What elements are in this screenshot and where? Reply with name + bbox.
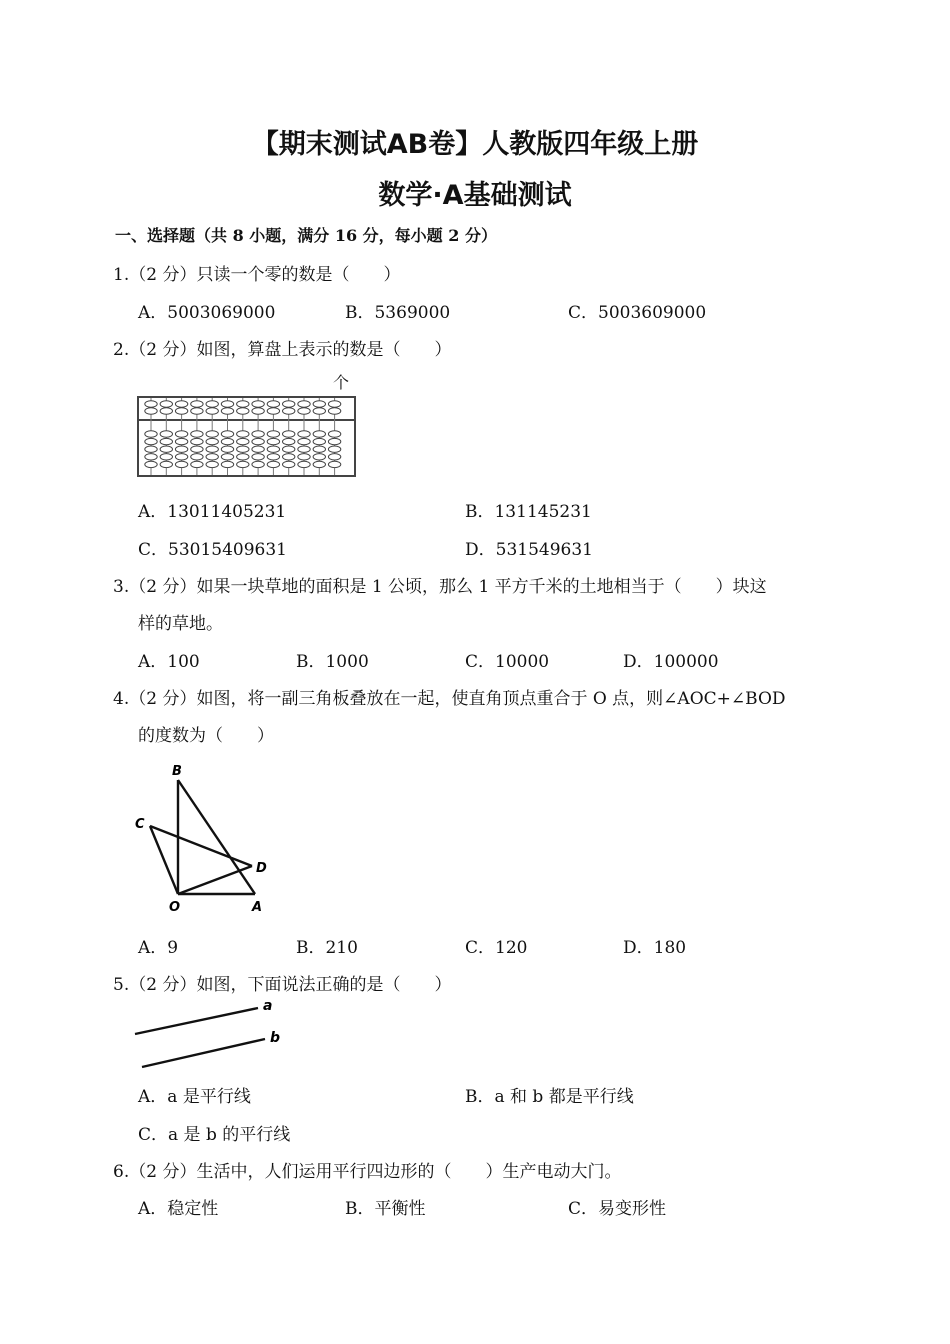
abacus-bead <box>267 438 279 444</box>
q3-option-b[interactable]: B．1000 <box>296 652 369 672</box>
question-5: 5.（2 分）如图，下面说法正确的是（ ） <box>113 975 452 995</box>
abacus-bead <box>175 408 187 414</box>
page-title: 【期末测试AB卷】人教版四年级上册 <box>251 129 699 160</box>
q5-option-a[interactable]: A．a 是平行线 <box>138 1087 251 1107</box>
q3-option-c[interactable]: C．10000 <box>465 652 550 672</box>
section-header: 一、选择题（共 8 小题，满分 16 分，每小题 2 分） <box>115 226 497 245</box>
abacus-ones-label: 个 <box>333 373 350 392</box>
abacus-bead <box>283 408 295 414</box>
abacus-bead <box>298 401 310 407</box>
abacus-bead <box>328 461 340 467</box>
q2-option-a[interactable]: A．13011405231 <box>138 502 287 522</box>
abacus-bead <box>145 431 157 437</box>
abacus-bead <box>283 454 295 460</box>
abacus-bead <box>221 461 233 467</box>
q4-option-b[interactable]: B．210 <box>296 938 358 958</box>
q1-option-b[interactable]: B．5369000 <box>345 303 451 323</box>
abacus-bead <box>160 446 172 452</box>
abacus-bead <box>206 401 218 407</box>
abacus-bead <box>328 401 340 407</box>
label-d: D <box>256 861 267 876</box>
abacus-bead <box>252 446 264 452</box>
abacus-bead <box>221 431 233 437</box>
abacus-bead <box>283 431 295 437</box>
abacus-bead <box>175 401 187 407</box>
q1-option-a[interactable]: A．5003069000 <box>138 303 276 323</box>
abacus-bead <box>237 454 249 460</box>
question-6: 6.（2 分）生活中，人们运用平行四边形的（ ）生产电动大门。 <box>113 1162 622 1182</box>
q5-option-c[interactable]: C．a 是 b 的平行线 <box>138 1125 291 1145</box>
label-a: A <box>252 900 263 915</box>
line-a <box>135 1008 258 1034</box>
q4-option-d[interactable]: D．180 <box>623 938 687 958</box>
abacus-bead <box>237 401 249 407</box>
abacus-bead <box>175 431 187 437</box>
segment-od <box>178 866 252 894</box>
q4-option-c[interactable]: C．120 <box>465 938 528 958</box>
label-c: C <box>135 817 145 832</box>
abacus-bead <box>313 446 325 452</box>
q5-option-b[interactable]: B．a 和 b 都是平行线 <box>465 1087 634 1107</box>
abacus-bead <box>252 401 264 407</box>
abacus-bead <box>175 454 187 460</box>
abacus-bead <box>298 446 310 452</box>
abacus-bead <box>313 454 325 460</box>
abacus-bead <box>206 454 218 460</box>
abacus-bead <box>191 438 203 444</box>
abacus-bead <box>252 431 264 437</box>
segment-ba <box>178 780 255 894</box>
abacus-bead <box>328 438 340 444</box>
abacus-bead <box>145 401 157 407</box>
abacus-bead <box>191 454 203 460</box>
line-b <box>142 1039 265 1067</box>
abacus-bead <box>206 431 218 437</box>
question-2: 2.（2 分）如图，算盘上表示的数是（ ） <box>113 340 452 360</box>
abacus-bead <box>206 461 218 467</box>
abacus-bead <box>160 438 172 444</box>
abacus-bead <box>298 431 310 437</box>
q2-option-c[interactable]: C．53015409631 <box>138 540 287 560</box>
abacus-bead <box>145 461 157 467</box>
abacus-bead <box>221 454 233 460</box>
label-line-a: a <box>263 998 273 1014</box>
abacus-bead <box>298 408 310 414</box>
abacus-bead <box>191 408 203 414</box>
label-b: B <box>172 764 182 779</box>
question-3: 3.（2 分）如果一块草地的面积是 1 公顷，那么 1 平方千米的土地相当于（ ）块这 <box>113 577 767 597</box>
q1-option-c[interactable]: C．5003609000 <box>568 303 707 323</box>
page-subtitle: 数学·A基础测试 <box>378 180 572 211</box>
abacus-bead <box>206 438 218 444</box>
abacus-bead <box>328 454 340 460</box>
abacus-bead <box>283 446 295 452</box>
abacus-bead <box>313 461 325 467</box>
question-4-continued: 的度数为（ ） <box>138 726 274 746</box>
abacus-bead <box>160 408 172 414</box>
abacus-bead <box>237 408 249 414</box>
q6-option-a[interactable]: A．稳定性 <box>138 1199 219 1219</box>
parallel-lines-figure <box>130 996 290 1076</box>
abacus-bead <box>221 438 233 444</box>
abacus-bead <box>237 446 249 452</box>
abacus-bead <box>206 446 218 452</box>
abacus-bead <box>221 446 233 452</box>
abacus-bead <box>252 454 264 460</box>
abacus-bead <box>313 438 325 444</box>
question-1: 1.（2 分）只读一个零的数是（ ） <box>113 265 401 285</box>
label-o: O <box>169 900 181 915</box>
abacus-bead <box>160 461 172 467</box>
abacus-bead <box>283 461 295 467</box>
abacus-bead <box>283 438 295 444</box>
abacus-figure <box>137 396 357 478</box>
abacus-bead <box>298 454 310 460</box>
abacus-bead <box>206 408 218 414</box>
abacus-bead <box>267 454 279 460</box>
abacus-bead <box>283 401 295 407</box>
abacus-bead <box>175 438 187 444</box>
abacus-bead <box>175 461 187 467</box>
abacus-bead <box>267 408 279 414</box>
q6-option-b[interactable]: B．平衡性 <box>345 1199 426 1219</box>
question-3-continued: 样的草地。 <box>138 614 223 634</box>
abacus-bead <box>145 446 157 452</box>
abacus-bead <box>298 461 310 467</box>
abacus-bead <box>298 438 310 444</box>
abacus-bead <box>145 454 157 460</box>
question-4: 4.（2 分）如图，将一副三角板叠放在一起，使直角顶点重合于 O 点，则∠AOC+∠BOD <box>113 689 786 709</box>
abacus-bead <box>328 431 340 437</box>
abacus-bead <box>313 408 325 414</box>
q6-option-c[interactable]: C．易变形性 <box>568 1199 667 1219</box>
abacus-bead <box>191 431 203 437</box>
triangle-figure <box>130 760 280 915</box>
abacus-bead <box>191 461 203 467</box>
abacus-bead <box>191 401 203 407</box>
abacus-bead <box>237 431 249 437</box>
abacus-bead <box>237 461 249 467</box>
abacus-bead <box>237 438 249 444</box>
abacus-bead <box>221 408 233 414</box>
abacus-bead <box>145 438 157 444</box>
q2-option-d[interactable]: D．531549631 <box>465 540 593 560</box>
abacus-bead <box>267 446 279 452</box>
abacus-bead <box>328 446 340 452</box>
segment-cd <box>150 826 252 866</box>
abacus-bead <box>160 401 172 407</box>
q3-option-a[interactable]: A．100 <box>138 652 200 672</box>
abacus-bead <box>267 431 279 437</box>
abacus-bead <box>145 408 157 414</box>
abacus-bead <box>252 408 264 414</box>
abacus-bead <box>252 438 264 444</box>
label-line-b: b <box>270 1030 281 1046</box>
abacus-bead <box>267 401 279 407</box>
abacus-bead <box>160 454 172 460</box>
q3-option-d[interactable]: D．100000 <box>623 652 719 672</box>
q4-option-a[interactable]: A．9 <box>138 938 179 958</box>
abacus-bead <box>313 431 325 437</box>
abacus-bead <box>252 461 264 467</box>
abacus-bead <box>313 401 325 407</box>
abacus-bead <box>267 461 279 467</box>
abacus-bead <box>221 401 233 407</box>
abacus-bead <box>175 446 187 452</box>
abacus-bead <box>328 408 340 414</box>
abacus-bead <box>160 431 172 437</box>
abacus-bead <box>191 446 203 452</box>
q2-option-b[interactable]: B．131145231 <box>465 502 592 522</box>
